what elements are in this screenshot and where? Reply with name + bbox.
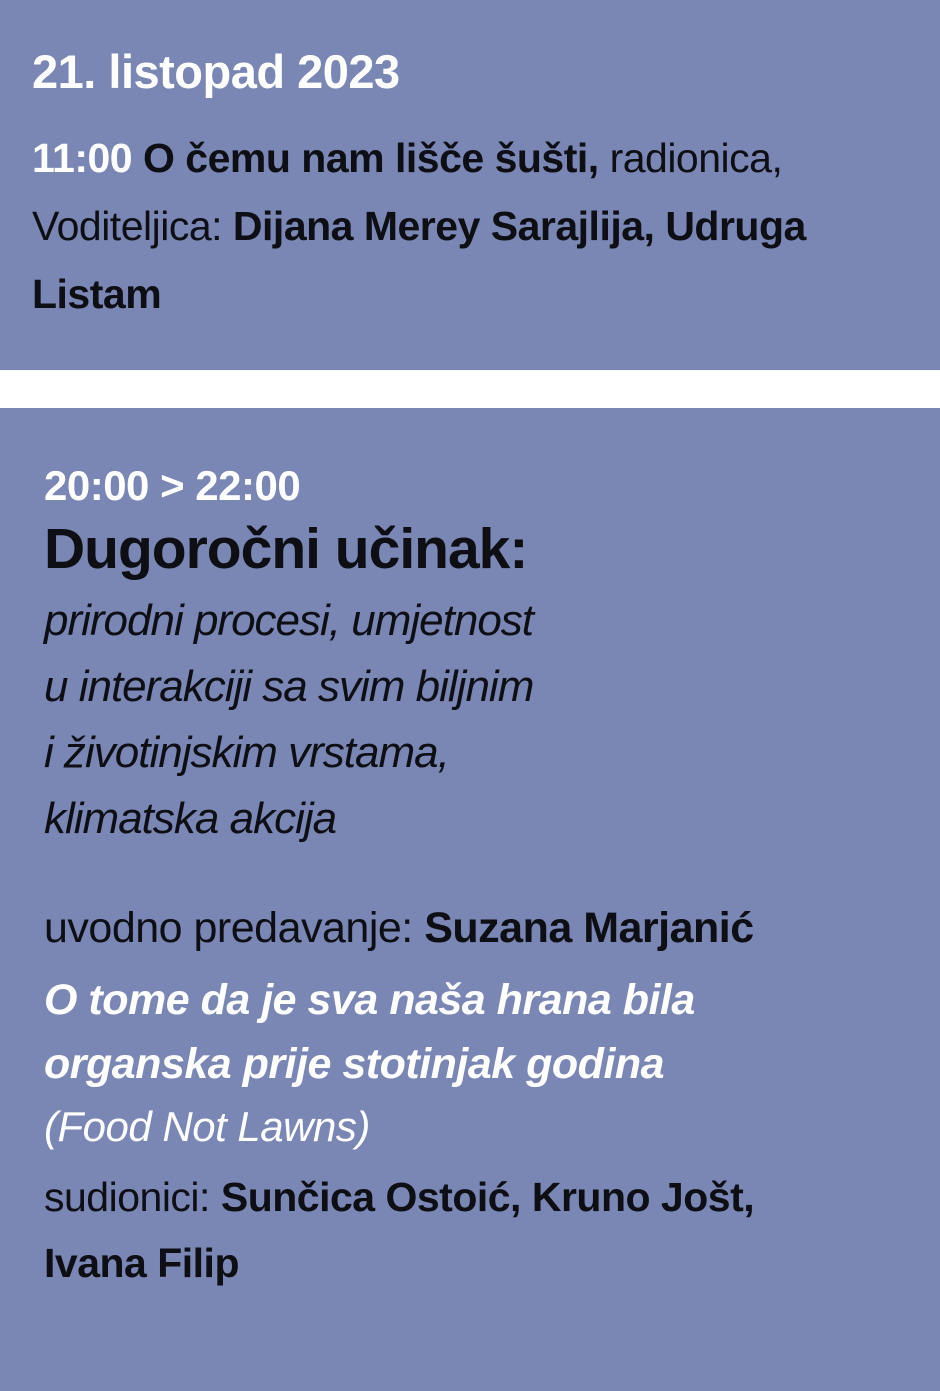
morning-event-host-line: [32, 192, 912, 260]
section-divider: [0, 370, 940, 408]
lecture-title-block: [44, 968, 912, 1158]
lecture-label: uvodno predavanje:: [44, 904, 413, 952]
morning-event-time: 11:00: [32, 135, 133, 182]
host-names-line1: Dijana Merey Sarajlija, Udruga: [232, 203, 806, 250]
evening-event-time-range: 20:00 > 22:00: [44, 462, 301, 509]
morning-event-panel: [0, 0, 940, 370]
lecture-title-line1: O tome da je sva naša hrana bila: [44, 976, 695, 1024]
participants-names-line2: Ivana Filip: [44, 1240, 239, 1286]
morning-event-format: radionica,: [609, 135, 783, 182]
event-date-heading: 21. listopad 2023: [32, 45, 400, 98]
lecture-speaker: Suzana Marjanić: [424, 904, 754, 952]
description-line: klimatska akcija: [44, 794, 337, 843]
description-line: u interakciji sa svim biljnim: [44, 662, 534, 711]
participants-label: sudionici:: [44, 1174, 210, 1220]
participants-line1: [44, 1164, 912, 1230]
evening-event-description: [44, 588, 912, 852]
description-line: prirodni procesi, umjetnost: [44, 596, 534, 645]
host-names-line2: Listam: [32, 271, 162, 318]
morning-event-title: O čemu nam lišče šušti,: [143, 135, 599, 182]
lecture-title-note: (Food Not Lawns): [44, 1103, 370, 1150]
host-label: Voditeljica:: [32, 203, 223, 250]
participants-block: [44, 1164, 912, 1296]
evening-event-panel: [0, 408, 940, 1391]
evening-event-title: Dugoročni učinak:: [44, 517, 528, 581]
participants-names-line1: Sunčica Ostoić, Kruno Jošt,: [220, 1174, 755, 1220]
description-line: i životinjskim vrstama,: [44, 728, 449, 777]
lecture-title-line2: organska prije stotinjak godina: [44, 1040, 665, 1088]
morning-event-line: [32, 124, 912, 192]
lecture-intro-line: [44, 898, 912, 958]
